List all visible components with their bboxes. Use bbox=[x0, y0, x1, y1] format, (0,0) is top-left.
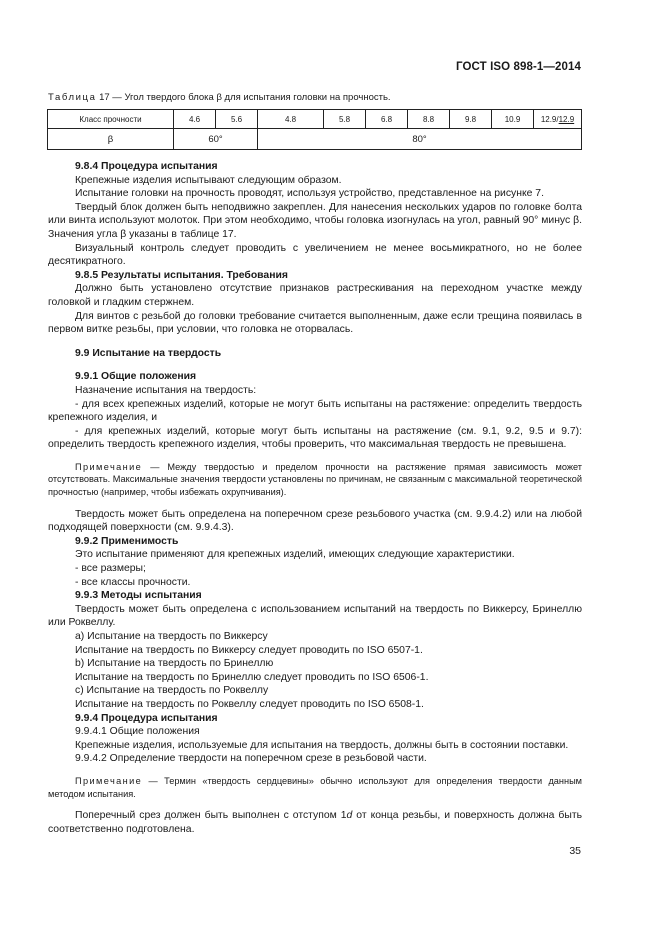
list-item: - все размеры; bbox=[75, 563, 146, 575]
section-heading: 9.9 Испытание на твердость bbox=[75, 347, 222, 359]
table-row bbox=[48, 129, 582, 150]
section-heading: 9.9.2 Применимость bbox=[75, 535, 179, 547]
table-cell-label: Класс прочности bbox=[48, 110, 174, 129]
table-caption-text: 17 — Угол твердого блока β для испытания головки на прочность. bbox=[96, 92, 391, 103]
paragraph: Это испытание применяют для крепежных изделий, имеющих следующие характеристики. bbox=[75, 549, 515, 561]
list-item: - все классы прочности. bbox=[75, 576, 191, 588]
table-cell: 5.6 bbox=[216, 110, 258, 129]
table-row bbox=[48, 110, 582, 129]
note-text: — Между твердостью и пределом прочности на растяжение прямая зависимость может отсутствовать. Максимальные значения твердости установлены по причинам, не связанным с максимальной теоретической прочностью (например, чтобы избежать охрупчивания). bbox=[48, 461, 582, 498]
paragraph: Должно быть установлено отсутствие признаков растрескивания на переходном участке между головкой и гладким стержнем. bbox=[48, 283, 582, 308]
note bbox=[48, 461, 582, 499]
table-cell: 80° bbox=[258, 129, 582, 150]
table-cell: 8.8 bbox=[408, 110, 450, 129]
paragraph: Визуальный контроль следует проводить с увеличением не менее восьмикратного, но не более десятикратного. bbox=[48, 242, 582, 268]
paragraph: Испытание головки на прочность проводят, используя устройство, представленное на рисунке 7. bbox=[75, 188, 544, 200]
section-heading: 9.9.1 Общие положения bbox=[75, 371, 197, 383]
paragraph: Назначение испытания на твердость: bbox=[75, 384, 257, 396]
list-item: - для крепежных изделий, которые могут быть испытаны на растяжение (см. 9.1, 9.2, 9.5 и 9.7): определить твердость крепежного изделия, чтобы проверить, что максимальная твердость не превышена. bbox=[48, 425, 582, 451]
body-text bbox=[48, 160, 582, 836]
paragraph: Крепежные изделия испытывают следующим образом. bbox=[75, 174, 342, 186]
note-label: Примечание bbox=[75, 775, 143, 786]
paragraph bbox=[48, 809, 582, 836]
page-number: 35 bbox=[569, 845, 581, 857]
table-cell: 4.8 bbox=[258, 110, 324, 129]
table-cell: 6.8 bbox=[366, 110, 408, 129]
section-heading: 9.8.4 Процедура испытания bbox=[75, 161, 218, 172]
paragraph: c) Испытание на твердость по Роквеллу bbox=[75, 685, 269, 697]
table-caption-label: Таблица bbox=[48, 92, 97, 103]
paragraph: Твердость может быть определена на поперечном срезе резьбового участка (см. 9.9.4.2) или на любой подходящей поверхности (см. 9.9.4.3). bbox=[48, 508, 582, 534]
class-value: 12.9/ bbox=[540, 114, 559, 124]
paragraph: Испытание на твердость по Виккерсу следует проводить по ISO 6507-1. bbox=[75, 644, 423, 656]
note bbox=[48, 775, 582, 800]
section-heading: 9.8.5 Результаты испытания. Требования bbox=[75, 269, 288, 281]
note-label: Примечание bbox=[75, 461, 143, 472]
paragraph: Твердый блок должен быть неподвижно закреплен. Для нанесения нескольких ударов по головке болта или винта используют молоток. При этом необходимо, чтобы головка изогнулась на угол, равный 90° минус β. Значения угла β указаны в таблице 17. bbox=[48, 201, 582, 240]
table-cell: 9.8 bbox=[450, 110, 492, 129]
table-cell-label: β bbox=[48, 129, 174, 150]
italic-symbol: d bbox=[346, 810, 353, 822]
list-item: - для всех крепежных изделий, которые не могут быть испытаны на растяжение: определить твердость крепежного изделия, и bbox=[48, 398, 582, 424]
paragraph: Твердость может быть определена с использованием испытаний на твердость по Виккерсу, Бринеллю или Роквеллу. bbox=[48, 603, 582, 629]
paragraph: Испытание на твердость по Бринеллю следует проводить по ISO 6506-1. bbox=[75, 671, 429, 683]
paragraph-part: от конца резьбы, и поверхность должна быть соответственно подготовлена. bbox=[48, 810, 582, 835]
paragraph: Испытание на твердость по Роквеллу следует проводить по ISO 6508-1. bbox=[75, 698, 424, 710]
section-heading: 9.9.3 Методы испытания bbox=[75, 590, 202, 602]
section-heading: 9.9.4 Процедура испытания bbox=[75, 712, 218, 724]
paragraph: 9.9.4.1 Общие положения bbox=[75, 726, 200, 738]
paragraph: b) Испытание на твердость по Бринеллю bbox=[75, 658, 274, 670]
paragraph: 9.9.4.2 Определение твердости на поперечном срезе в резьбовой части. bbox=[75, 753, 427, 765]
table-cell: 60° bbox=[174, 129, 258, 150]
note-text: — Термин «твердость сердцевины» обычно используют для определения твердости данным методом испытания. bbox=[48, 775, 582, 799]
paragraph: Крепежные изделия, используемые для испытания на твердость, должны быть в состоянии поставки. bbox=[75, 739, 569, 751]
table-caption bbox=[48, 92, 588, 103]
paragraph: Для винтов с резьбой до головки требование считается выполненным, даже если трещина появилась в первом витке резьбы, при условии, что головка не оторвалась. bbox=[48, 310, 582, 336]
table-cell bbox=[534, 110, 582, 129]
paragraph-part: Поперечный срез должен быть выполнен с отступом 1 bbox=[75, 810, 347, 822]
table-cell: 5.8 bbox=[324, 110, 366, 129]
class-value-underlined: 12.9 bbox=[558, 114, 575, 124]
document-header: ГОСТ ISO 898-1—2014 bbox=[456, 61, 581, 73]
table-cell: 10.9 bbox=[492, 110, 534, 129]
angle-table bbox=[47, 109, 582, 150]
paragraph: а) Испытание на твердость по Виккерсу bbox=[75, 631, 268, 642]
table-cell: 4.6 bbox=[174, 110, 216, 129]
